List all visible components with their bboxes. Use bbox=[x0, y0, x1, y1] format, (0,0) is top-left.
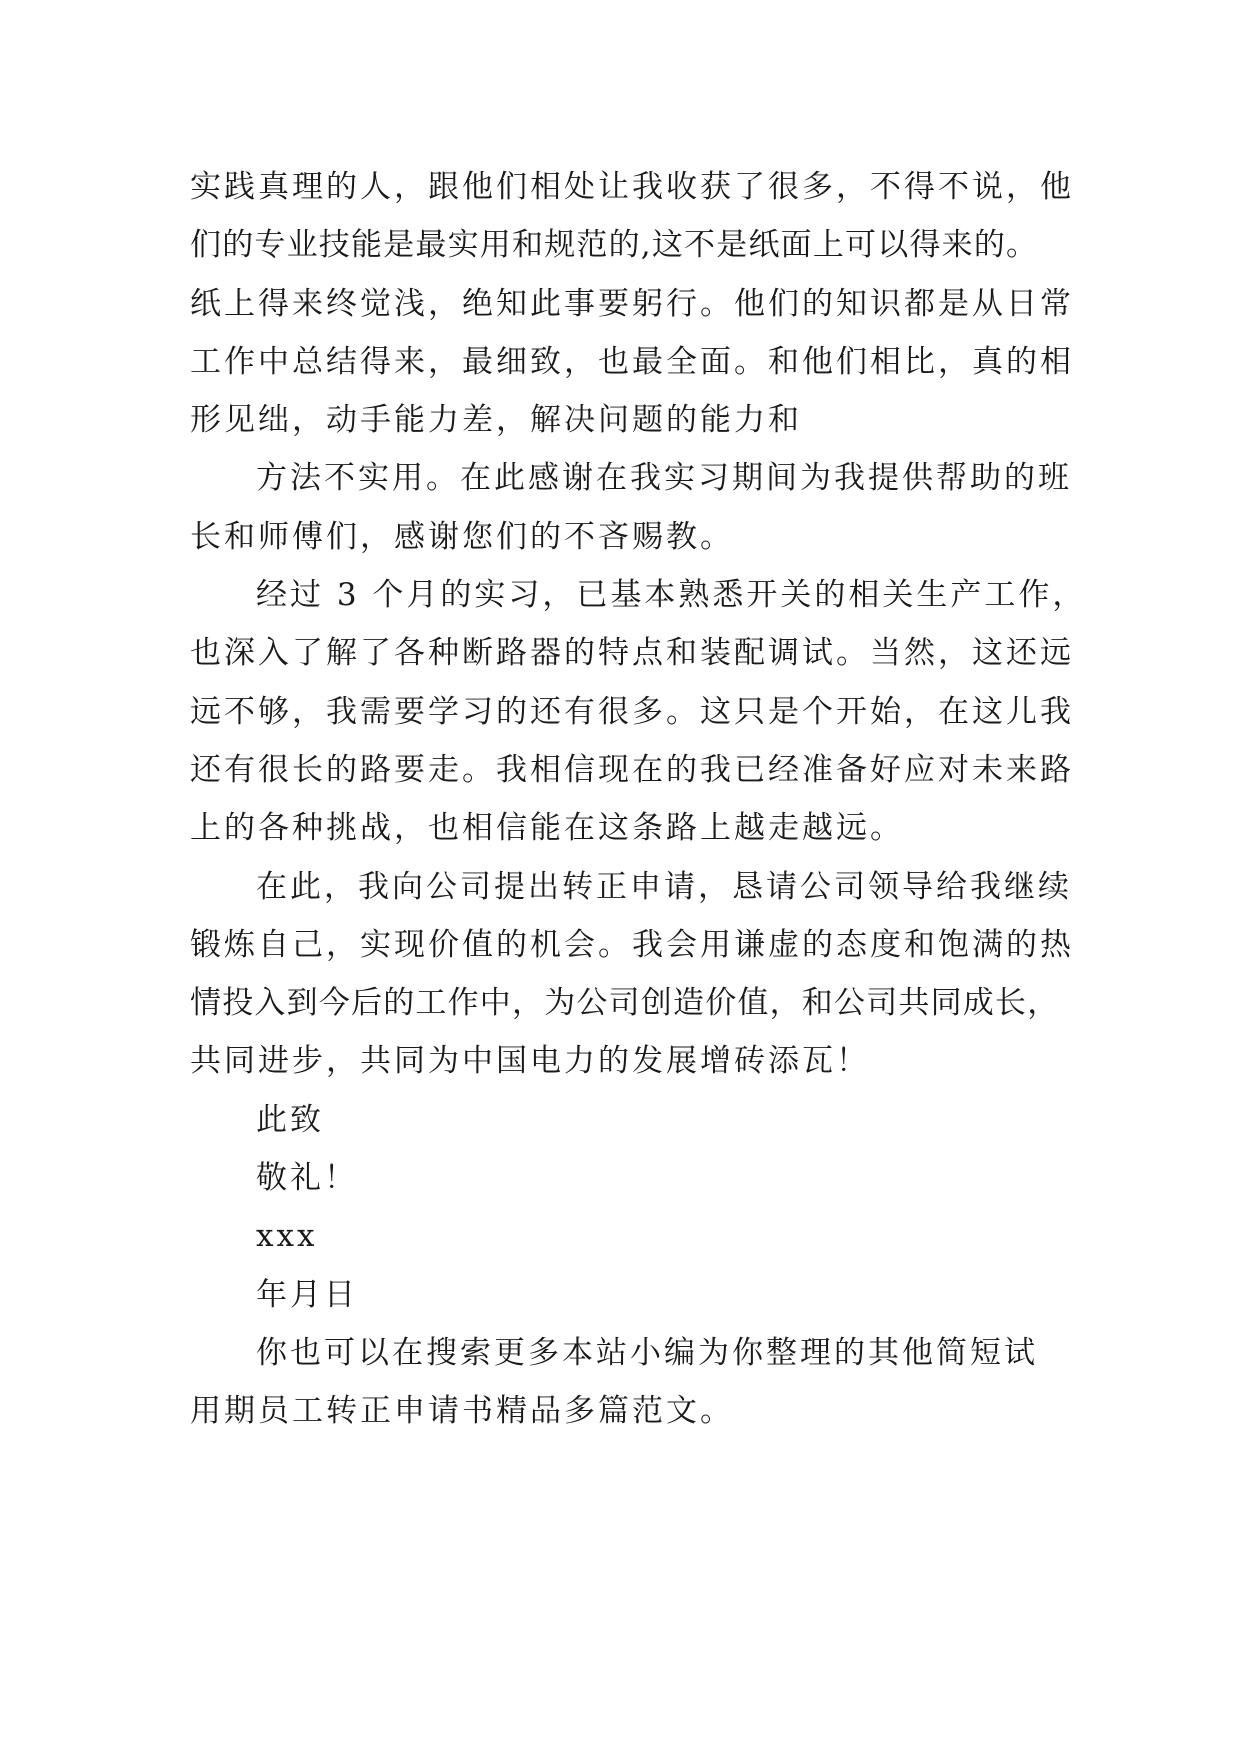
text-line: 远不够，我需要学习的还有很多。这只是个开始，在这儿我 bbox=[190, 693, 1074, 730]
text-line: 锻炼自己，实现价值的机会。我会用谦虚的态度和饱满的热 bbox=[190, 926, 1074, 963]
text-line: 长和师傅们，感谢您们的不吝赐教。 bbox=[190, 518, 734, 555]
text-line: 上的各种挑战，也相信能在这条路上越走越远。 bbox=[190, 810, 904, 847]
text-line: 也深入了解了各种断路器的特点和装配调试。当然，这还远 bbox=[190, 635, 1074, 672]
text-line: 还有很长的路要走。我相信现在的我已经准备好应对未来路 bbox=[190, 751, 1074, 788]
text-line: 经过 3 个月的实习，已基本熟悉开关的相关生产工作， bbox=[256, 577, 1087, 614]
text-line: 工作中总结得来，最细致，也最全面。和他们相比，真的相 bbox=[190, 343, 1074, 380]
text-line: 纸上得来终觉浅，绝知此事要躬行。他们的知识都是从日常 bbox=[190, 285, 1074, 322]
text-line: 形见绌，动手能力差，解决问题的能力和 bbox=[190, 402, 802, 439]
text-line: 你也可以在搜索更多本站小编为你整理的其他简短试 bbox=[256, 1334, 1038, 1371]
text-line: 们的专业技能是最实用和规范的,这不是纸面上可以得来的。 bbox=[190, 227, 1039, 264]
text-line: 方法不实用。在此感谢在我实习期间为我提供帮助的班 bbox=[256, 460, 1072, 497]
text-line: 用期员工转正申请书精品多篇范文。 bbox=[190, 1393, 734, 1430]
closing-regards: 敬礼！ bbox=[256, 1160, 358, 1197]
signature-date: 年月日 bbox=[256, 1276, 358, 1313]
text-line: 在此，我向公司提出转正申请，恳请公司领导给我继续 bbox=[256, 868, 1072, 905]
closing-salutation: 此致 bbox=[256, 1101, 324, 1138]
document-body bbox=[190, 158, 1090, 1441]
text-line: 共同进步，共同为中国电力的发展增砖添瓦！ bbox=[190, 1043, 870, 1080]
text-line: 情投入到今后的工作中，为公司创造价值，和公司共同成长， bbox=[190, 985, 1060, 1022]
text-line: 实践真理的人，跟他们相处让我收获了很多，不得不说，他 bbox=[190, 169, 1074, 205]
signature-name: xxx bbox=[256, 1218, 318, 1255]
